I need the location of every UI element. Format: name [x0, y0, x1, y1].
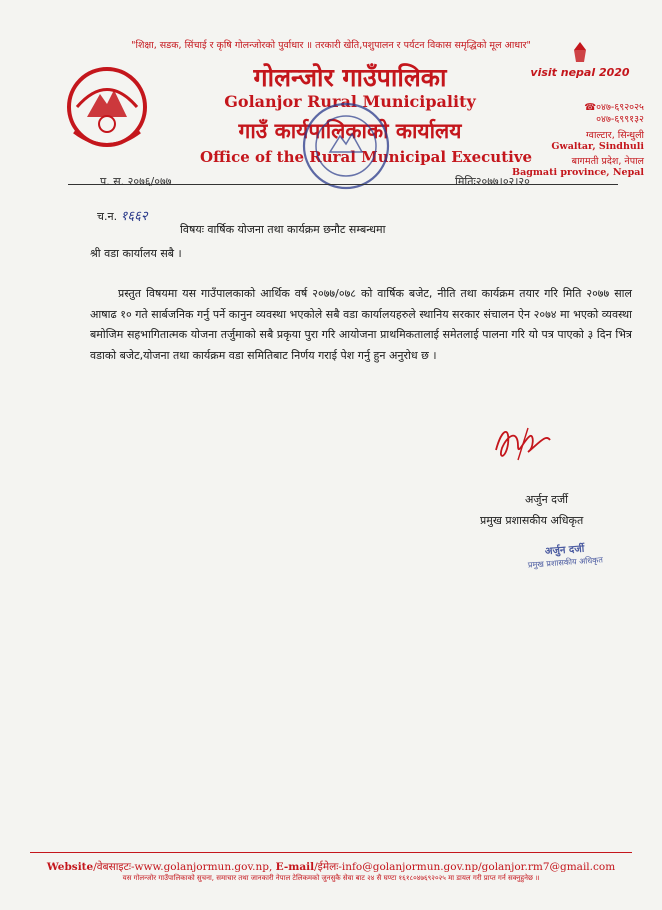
footer-note: यस गोलन्जोर गाउँपालिकाको सुचना, समाचार तथा जानकारी नेपाल टेलिकमको जुनसुकै सेवा बाट २४ सै घण्टा १६१८०४७६९२०२५ मा डायल गरी प्राप्त गर्न सक्नुहुनेछ ॥: [122, 874, 540, 882]
patra-sankhya: प. स. २०७६/०७७: [100, 175, 172, 188]
stamp-title: प्रमुख प्रशासकीय अधिकृत: [527, 555, 604, 570]
chalani-label: च.न.: [97, 210, 118, 223]
signer-name: अर्जुन दर्जी: [525, 493, 569, 506]
province-english: Bagmati province, Nepal: [512, 167, 644, 178]
email-link[interactable]: info@golanjormun.gov.np/golanjor.rm7@gmail.com: [341, 861, 616, 873]
nepal-emblem-icon: [62, 62, 152, 152]
letter-date: मितिः२०७७।०२।२०: [455, 175, 530, 188]
letter-body: प्रस्तुत विषयमा यस गाउँपालकाको आर्थिक वर्ष २०७७/०७८ को वार्षिक बजेट, नीति तथा कार्यक्रम तयार गरि मिति २०७७ साल आषाढ १० गते सार्बजनिक गर्नु पर्ने कानुन व्यवस्था भएकोले सबै वडा कार्यालयहरुले स्थानिय सरकार संचालन ऐन २०७४ मा भएको व्यवस्था बमोजिम सहभागितात्मक योजना तर्जुमाको सबै प्रकृया पुरा गरि आयोजना प्राथमिकतालाई समेतलाई पालना गरि यो पत्र पाएको ३ दिन भित्र वडाको बजेट,योजना तथा कार्यक्रम वडा समितिबाट निर्णय गराई पेश गर्नु हुन अनुरोध छ ।: [90, 287, 632, 362]
chalani-value: १६६२: [120, 209, 148, 224]
municipality-name-english: Golanjor Rural Municipality: [224, 92, 476, 111]
letterhead-motto: "शिक्षा, सडक, सिंचाई र कृषि गोलन्जोरको पुर्वाधार ॥ तरकारी खेति,पशुपालन र पर्यटन विकास समृद्धिको मूल आधार": [131, 40, 531, 51]
footer-contact: [40, 860, 622, 874]
visit-logo-text: visit nepal 2020: [530, 66, 630, 79]
email-label: E-mail: [275, 861, 315, 873]
office-name-english: Office of the Rural Municipal Executive: [200, 148, 533, 166]
visit-nepal-logo-icon: [530, 40, 630, 92]
municipality-name-nepali: गोलन्जोर गाउँपालिका: [253, 63, 447, 92]
letter-subject: विषयः वार्षिक योजना तथा कार्यक्रम छनौट सम्बन्धमा: [180, 223, 386, 236]
stamp-name: अर्जुन दर्जी: [544, 543, 585, 558]
website-link[interactable]: www.golanjormun.gov.np,: [134, 861, 273, 873]
round-office-seal-icon: [300, 100, 392, 192]
header-divider: [68, 184, 618, 185]
chalani-number: [97, 206, 148, 224]
handwritten-signature-icon: [488, 420, 558, 470]
website-label: Website: [46, 861, 94, 873]
letter-recipient: श्री वडा कार्यालय सबै ।: [90, 247, 182, 260]
province-nepali: बागमती प्रदेश, नेपाल: [571, 156, 644, 167]
phone-number-2: ०४७-६९९१३२: [596, 114, 644, 125]
phone-number-1: ☎०४७-६९२०२५: [584, 102, 644, 113]
website-label-nepali: /वेबसाइटः-: [93, 861, 135, 873]
signer-title: प्रमुख प्रशासकीय अधिकृत: [480, 514, 584, 527]
name-stamp: [514, 537, 616, 576]
address-nepali: ग्वाल्टार, सिन्धुली: [586, 130, 644, 141]
email-label-nepali: /ईमेलः-: [314, 861, 342, 873]
footer-divider: [30, 852, 632, 853]
office-name-nepali: गाउँ कार्यपालिकाको कार्यालय: [238, 118, 462, 143]
address-english: Gwaltar, Sindhuli: [551, 141, 644, 152]
